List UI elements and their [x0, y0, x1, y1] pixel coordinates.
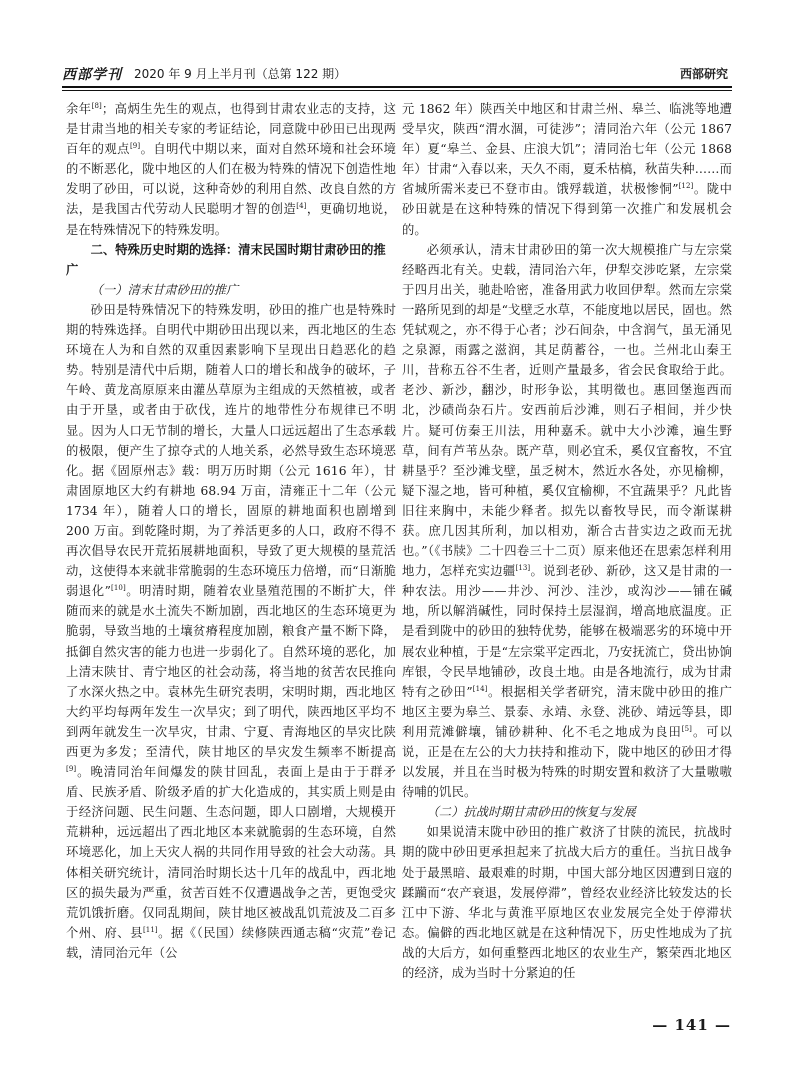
citation[interactable]: [11] — [142, 925, 158, 934]
subsection-heading: （一）清末甘肃砂田的推广 — [90, 282, 239, 297]
issue-info: 2020 年 9 月上半月刊（总第 122 期） — [134, 67, 347, 81]
right-column — [402, 99, 732, 1004]
citation[interactable]: [9] — [129, 142, 141, 151]
section-name: 西部研究 — [679, 67, 728, 81]
paragraph: 余年[8]；高炳生先生的观点，也得到甘肃农业志的支持，这是甘肃当地的相关专家的考证结论，同意陇中砂田已出现两百年的观点[9]。自明代中期以来，面对自然环境和社会环境的不断恶化，陇中地区的人们在极为特殊的情况下创造性地发明了砂田，可以说，这种奇妙的利用自然、改良自然的方法，是我国古代劳动人民聪明才智的创造[4]，更确切地说，是在特殊情况下的特殊发明。 — [66, 101, 396, 237]
citation[interactable]: [9] — [66, 765, 77, 773]
citation[interactable]: [12] — [678, 182, 694, 191]
paragraph: 砂田是特殊情况下的特殊发明，砂田的推广也是特殊时期的特殊选择。自明代中期砂田出现以来，西北地区的生态环境在人为和自然的双重因素影响下呈现出日趋恶化的趋势。特别是清代中后期，随着人口的增长和战争的破坏，子午岭、黄龙高原原来由灌丛草原为主组成的天然植被，或者由于开垦，或者由于砍伐，连片的地带性分布规律已不明显。因为人口无节制的增长，大量人口远远超出了生态承载的极限，便产生了掠夺式的人地关系，必然导致生态环境恶化。据《固原州志》载：明万历时期（公元 1616 年），甘肃固原地区大约有耕地 68.94 万亩，清雍正十二年（公元 1734 年），随着人口的增长，固原的耕地面积也剧增到 200 万亩。到乾隆时期，为了养活更多的人口，政府不得不再次倡导农民开荒拓展耕地面积，导致了更大规模的垦荒活动，这使得本来就非常脆弱的生态环境压力倍增，而“日渐脆弱退化”[10]。明清时期，随着农业垦殖范围的不断扩大，伴随而来的就是水土流失不断加剧，西北地区的生态环境更为脆弱，导致当地的土壤贫瘠程度加剧，粮食产量不断下降，抵御自然灾害的能力也进一步弱化了。自然环境的恶化，加上清末陕甘、青宁地区的社会动荡，将当地的贫苦农民推向了水深火热之中。袁林先生研究表明，宋明时期，西北地区大约平均每两年发生一次旱灾；到了明代，陕西地区平均不到两年就发生一次旱灾，甘肃、宁夏、青海地区的旱灾比陕西更为多发；至清代，陕甘地区的旱灾发生频率不断提高[9]。晚清同治年间爆发的陕甘回乱，表面上是由于于群矛盾、民族矛盾、阶级矛盾的扩大化造成的，其实质上则是由于经济问题、民生问题、生态问题，即人口剧增，大规模开荒耕种，远远超出了西北地区本来就脆弱的生态环境，自然环境恶化，加上天灾人祸的共同作用导致的社会大动荡。具体相关研究统计，清同治时期长达十几年的战乱中，西北地区的损失最为严重，贫苦百姓不仅遭遇战争之苦，更饱受灾荒饥饿折磨。仅同乱期间，陕甘地区被战乱饥荒波及二百多个州、府、县[11]。据《（民国）续修陕西通志稿“灾荒”卷记载，清同治元年（公 — [66, 302, 396, 960]
paragraph: 如果说清末陇中砂田的推广救济了甘陕的流民，抗战时期的陇中砂田更承担起来了抗战大后方的重任。当抗日战争处于最黑暗、最艰难的时期，中国大部分地区因遭到日寇的蹂躏而“农产衰退，发展停滞”，曾经农业经济比较发达的长江中下游、华北与黄淮平原地区农业发展完全处于停滞状态。偏僻的西北地区就是在这种情况下，历史性地成为了抗战的大后方，如何重整西北地区的农业生产，繁荣西北地区的经济，成为当时十分紧迫的任 — [402, 825, 732, 981]
citation[interactable]: [14] — [472, 684, 488, 693]
header-rule — [62, 86, 732, 88]
journal-logo: 西部学刊 — [62, 67, 122, 83]
citation[interactable]: [10] — [111, 584, 126, 593]
citation[interactable]: [13] — [515, 564, 531, 573]
section-heading: 二、特殊历史时期的选择：清末民国时期甘肃砂田的推广 — [66, 242, 386, 277]
citation[interactable]: [8] — [91, 101, 102, 110]
page-number: — 141 — — [652, 1016, 731, 1034]
left-column — [66, 99, 396, 1004]
citation[interactable]: [5] — [681, 724, 693, 733]
citation[interactable]: [4] — [296, 202, 307, 211]
header-rule-thin — [62, 90, 732, 91]
paragraph: 元 1862 年）陕西关中地区和甘肃兰州、皋兰、临洮等地遭受旱灾，陕西“渭水涸，可徒涉”；清同治六年（公元 1867 年）夏“皋兰、金县、庄浪大饥”；清同治七年（公元 1868 年）甘肃“入春以来，天久不雨，夏禾枯槁，秋苗失种……而省城所需米麦已不登市由。饿殍载道，状极惨恫”[12]。陇中砂田就是在这种特殊的情况下得到第一次推广和发展机会的。 — [402, 102, 732, 237]
subsection-heading: （二）抗战时期甘肃砂田的恢复与发展 — [426, 805, 636, 820]
running-header — [62, 64, 732, 84]
paragraph: 必须承认，清末甘肃砂田的第一次大规模推广与左宗棠经略西北有关。史载，清同治六年，伊犁交涉吃紧，左宗棠于四月出关，驰赴哈密，准备用武力收回伊犁。然而左宗棠一路所见到的却是“戈壁乏水草，不能度地以居民，固也。然凭轼观之，亦不得于心者；沙石间杂，中含润气，虽无涌见之泉源，雨露之滋润，其足荫蓄谷，一也。兰州北山秦王川，昔称五谷不生者，近则产量最多，省会民食取给于此。老沙、新沙，翻沙，时形争讼，其明徵也。惠回堡迤西而北，沙碛尚杂石片。安西前后沙滩，则石子相间，并少快片。疑可仿秦王川法，用种嘉禾。就中大小沙滩，遍生野草，间有芦苇丛杂。既产草，则必宜禾，奚仅宜畜牧，不宜耕垦乎？至沙滩戈壁，虽乏树木，然近水各处，亦见榆柳，疑下湿之地，皆可种植，奚仅宜榆柳，不宜蔬果乎？凡此皆旧往来胸中，未能少释者。拟先以畜牧导民，而令渐谋耕获。庶几因其所利，加以相劝，渐合古昔实边之政而无扰也。”（《书牍》二十四卷三十二页）原来他还在思索怎样利用地力，怎样充实边疆[13]。说到老砂、新砂，这又是甘肃的一种农法。用沙——井沙、河沙、洼沙，或沟沙——铺在碱地，所以解消碱性，同时保持土层湿润，增高地底温度。正是看到陇中的砂田的独特优势，能够在极端恶劣的环境中开展农业种植，于是“左宗棠平定西北，乃安抚流亡，贷出协饷库银，令民旱地铺砂，改良土地。由是各地流行，成为甘肃特有之砂田”[14]。根据相关学者研究，清末陇中砂田的推广地区主要为皋兰、景泰、永靖、永登、洮砂、靖远等县，即利用荒滩僻壤，铺砂耕种、化不毛之地成为良田[5]。可以说，正是在左公的大力扶持和推动下，陇中地区的砂田才得以发展，并且在当时极为特殊的时期安置和救济了大量嗷嗷待哺的饥民。 — [402, 242, 732, 800]
